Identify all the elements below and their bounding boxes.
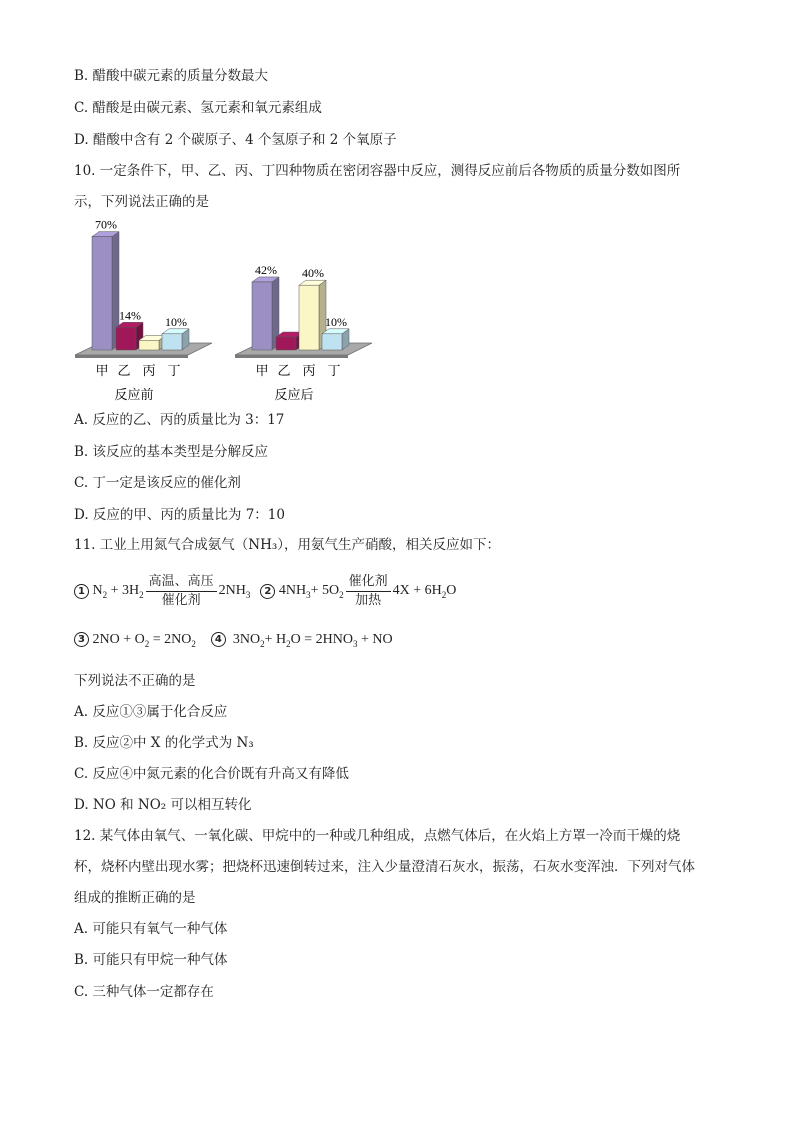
circled-2: 2 — [260, 584, 275, 599]
q12-stem-line2: 杯，烧杯内壁出现水雾；把烧杯迅速倒转过来，注入少量澄清石灰水，振荡，石灰水变浑浊．下列对气体 — [74, 859, 695, 875]
chart-after-reaction — [230, 212, 380, 407]
circled-4: 4 — [211, 632, 226, 647]
q11-option-b: B. 反应②中 X 的化学式为 N₃ — [74, 735, 254, 751]
q11-option-d: D. NO 和 NO₂ 可以相互转化 — [74, 797, 252, 813]
category-label-乙: 乙 — [117, 364, 131, 379]
eq2-condition-bottom: 加热 — [355, 592, 382, 608]
chart-floor-edge — [235, 355, 348, 358]
q10-option-d: D. 反应的甲、丙的质量比为 7：10 — [74, 507, 285, 523]
q12-option-a: A. 可能只有氧气一种气体 — [74, 921, 228, 937]
q11-stem: 11. 工业上用氮气合成氨气（NH₃），用氨气生产硝酸，相关反应如下： — [74, 537, 501, 553]
bar-甲 — [252, 277, 279, 350]
eq1-conditions — [146, 573, 217, 610]
eq1-condition-bottom: 催化剂 — [161, 592, 201, 608]
bar-丁 — [322, 329, 349, 350]
q10-option-a: A. 反应的乙、丙的质量比为 3：17 — [74, 412, 285, 428]
q9-option-c: C. 醋酸是由碳元素、氢元素和氧元素组成 — [74, 100, 322, 116]
category-label-丁: 丁 — [167, 364, 181, 379]
data-label-乙: 14% — [119, 308, 141, 323]
q11-option-a: A. 反应①③属于化合反应 — [74, 704, 228, 720]
category-label-丙: 丙 — [142, 364, 156, 379]
q9-option-b: B. 醋酸中碳元素的质量分数最大 — [74, 68, 269, 84]
q12-option-b: B. 可能只有甲烷一种气体 — [74, 952, 228, 968]
circled-3: 3 — [74, 632, 89, 647]
q12-stem-line1: 12. 某气体由氧气、一氧化碳、甲烷中的一种或几种组成，点燃气体后，在火焰上方罩一冷而干燥的烧 — [74, 828, 681, 844]
eq2-condition-top: 催化剂 — [346, 573, 391, 592]
category-label-乙: 乙 — [277, 364, 291, 379]
circled-1: 1 — [74, 584, 89, 599]
q10-stem-line1: 10. 一定条件下，甲、乙、丙、丁四种物质在密闭容器中反应，测得反应前后各物质的质量分数如图所 — [74, 163, 681, 179]
chart-before-reaction — [70, 212, 220, 407]
chart-floor-edge — [75, 355, 188, 358]
chart-title: 反应后 — [274, 388, 314, 403]
category-label-丁: 丁 — [327, 364, 341, 379]
data-label-甲: 70% — [95, 217, 117, 232]
eq2-conditions — [346, 573, 391, 610]
q10-option-b: B. 该反应的基本类型是分解反应 — [74, 444, 269, 460]
q11-option-c: C. 反应④中氮元素的化合价既有升高又有降低 — [74, 766, 349, 782]
chart-title: 反应前 — [114, 388, 154, 403]
equations-row-1: 1 $N_2 + 3H_2$ $\frac{\text{高温、高压}}{\text{催化剂}}$ $2NH_3$ 2 $4NH_3+ 5O_2$ $\frac{\text{催化剂}}{\text{加热}}$ $4X + 6H_2O$ — [74, 567, 456, 615]
eq1-condition-top: 高温、高压 — [146, 573, 217, 592]
q10-option-c: C. 丁一定是该反应的催化剂 — [74, 475, 241, 491]
category-label-甲: 甲 — [255, 364, 269, 379]
q10-stem-line2: 示，下列说法正确的是 — [74, 194, 209, 210]
data-label-丁: 10% — [325, 314, 347, 329]
q9-option-d: D. 醋酸中含有 2 个碳原子、4 个氢原子和 2 个氧原子 — [74, 132, 397, 148]
data-label-甲: 42% — [255, 262, 277, 277]
q12-option-c: C. 三种气体一定都存在 — [74, 984, 214, 1000]
equations-row-2: 3 $2NO + O_2 = 2NO_2$ 4 $3NO_2+ H_2O = 2HNO_3$ + NO — [74, 632, 393, 649]
category-label-甲: 甲 — [95, 364, 109, 379]
bar-甲 — [92, 232, 119, 350]
data-label-丙: 40% — [302, 266, 324, 281]
q12-stem-line3: 组成的推断正确的是 — [74, 890, 196, 906]
category-label-丙: 丙 — [302, 364, 316, 379]
q11-prompt: 下列说法不正确的是 — [74, 673, 196, 689]
bar-丁 — [162, 329, 189, 350]
data-label-丁: 10% — [165, 314, 187, 329]
